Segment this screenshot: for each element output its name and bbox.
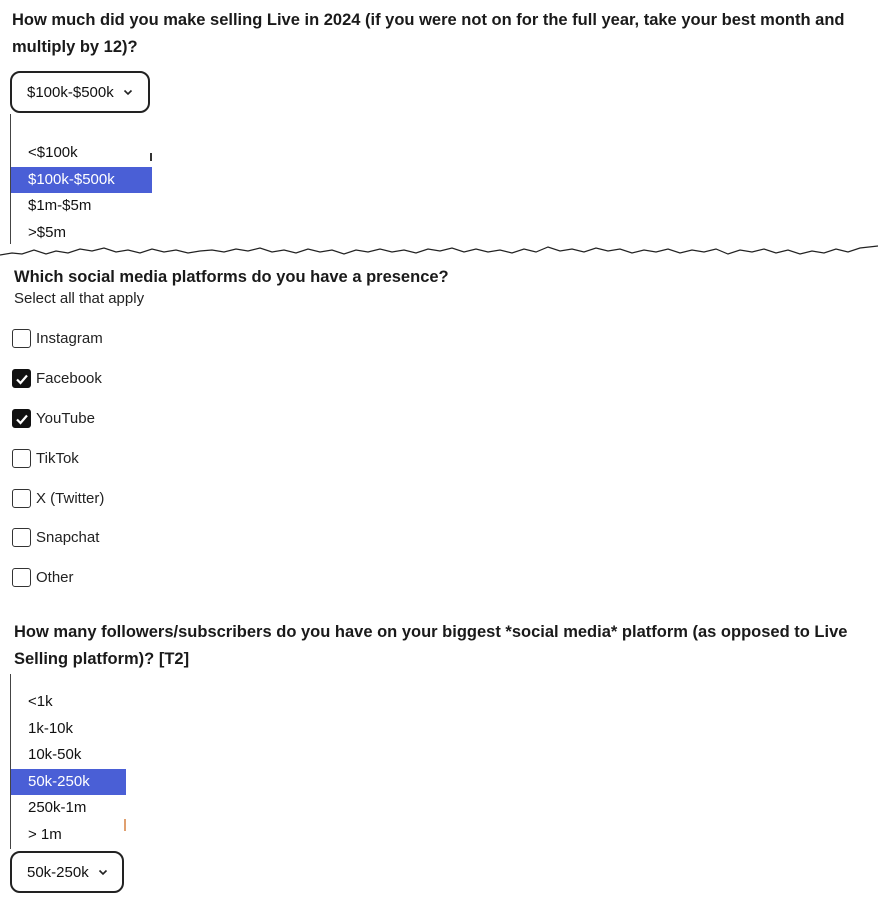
checkbox-label: Snapchat xyxy=(36,529,100,546)
checkbox-box[interactable] xyxy=(12,449,31,468)
followers-options-list xyxy=(10,674,126,849)
checkbox-label: X (Twitter) xyxy=(36,490,105,507)
followers-option-selected[interactable]: 50k-250k xyxy=(11,769,126,796)
checkbox-label: TikTok xyxy=(36,450,79,467)
checkbox-tiktok[interactable] xyxy=(12,449,79,468)
checkbox-box[interactable] xyxy=(12,528,31,547)
checkbox-label: YouTube xyxy=(36,410,95,427)
checkbox-label: Facebook xyxy=(36,370,102,387)
checkbox-other[interactable] xyxy=(12,568,74,587)
checkmark-icon xyxy=(15,412,29,426)
question-2-title: Which social media platforms do you have a presence? xyxy=(14,268,449,286)
chevron-down-icon xyxy=(122,86,134,98)
question-2-helper-text: Select all that apply xyxy=(14,290,145,307)
checkbox-box[interactable] xyxy=(12,568,31,587)
checkbox-label: Instagram xyxy=(36,330,103,347)
followers-option[interactable]: 10k-50k xyxy=(28,746,82,763)
followers-dropdown-value: 50k-250k xyxy=(27,863,89,881)
chevron-down-icon xyxy=(97,866,109,878)
question-1-title: How much did you make selling Live in 2024 (if you were not on for the full year, take your best month and multiply by 12)? xyxy=(12,11,845,56)
followers-option[interactable]: 1k-10k xyxy=(28,719,74,737)
followers-option[interactable]: > 1m xyxy=(28,825,62,843)
scrollbar-mark xyxy=(124,819,126,831)
followers-option[interactable]: 250k-1m xyxy=(28,799,87,816)
revenue-option[interactable]: $1m-$5m xyxy=(28,197,92,214)
checkbox-x-twitter[interactable] xyxy=(12,489,104,508)
question-3-title: How many followers/subscribers do you have on your biggest *social media* platform (as opposed to Live Selling platform)? [T2] xyxy=(14,623,848,668)
checkbox-facebook[interactable] xyxy=(12,369,102,388)
torn-edge-divider xyxy=(0,238,878,262)
followers-option[interactable]: <1k xyxy=(28,693,53,710)
checkbox-box[interactable] xyxy=(12,329,31,348)
revenue-dropdown[interactable] xyxy=(10,71,150,113)
checkbox-box-checked[interactable] xyxy=(12,369,31,388)
checkbox-box-checked[interactable] xyxy=(12,409,31,428)
followers-dropdown[interactable] xyxy=(10,851,124,893)
revenue-option[interactable]: >$5m xyxy=(28,223,66,241)
revenue-dropdown-value: $100k-$500k xyxy=(27,83,114,101)
revenue-option[interactable]: <$100k xyxy=(28,144,78,161)
checkbox-instagram[interactable] xyxy=(12,329,103,348)
revenue-option-selected[interactable]: $100k-$500k xyxy=(11,167,152,194)
revenue-options-list xyxy=(10,114,152,244)
checkbox-box[interactable] xyxy=(12,489,31,508)
scrollbar-mark xyxy=(150,153,152,161)
checkbox-snapchat[interactable] xyxy=(12,528,99,547)
checkbox-label: Other xyxy=(36,569,74,586)
checkbox-youtube[interactable] xyxy=(12,409,95,428)
checkmark-icon xyxy=(15,372,29,386)
